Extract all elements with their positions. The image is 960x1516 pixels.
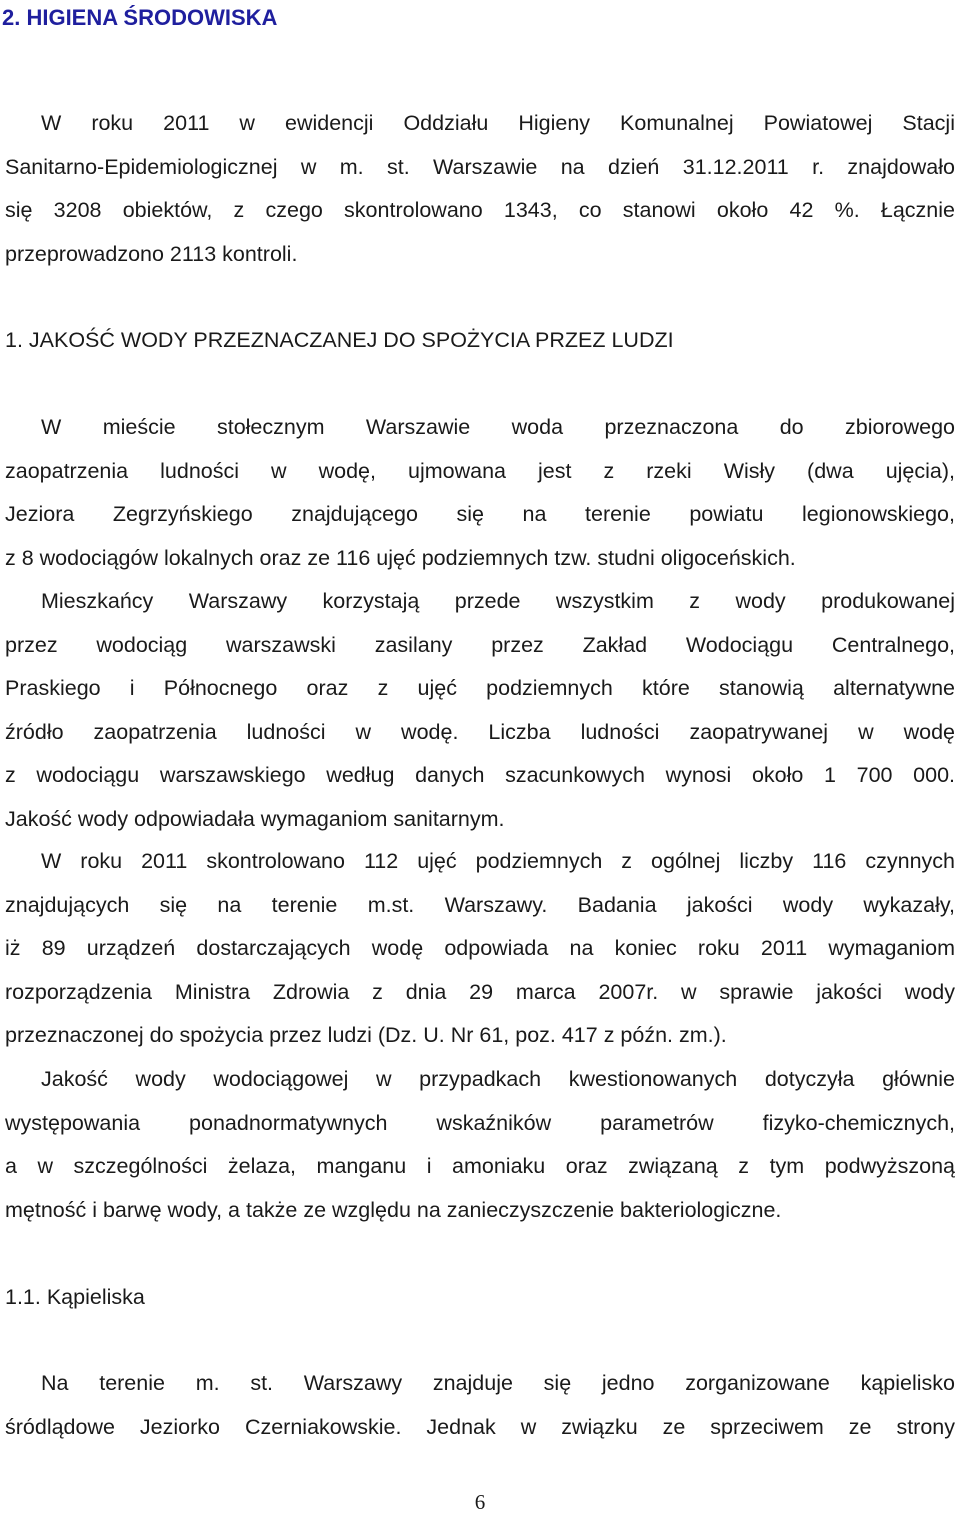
paragraph-line: a w szczególności żelaza, manganu i amoniaku oraz związaną z tym podwyższoną bbox=[5, 1154, 955, 1178]
paragraph-line: Sanitarno-Epidemiologicznej w m. st. Warszawie na dzień 31.12.2011 r. znajdowało bbox=[5, 154, 955, 179]
water-sources-paragraph bbox=[5, 406, 955, 580]
paragraph-line: przeprowadzono 2113 kontroli. bbox=[5, 241, 298, 266]
paragraph-line: znajdujących się na terenie m.st. Warszawy. Badania jakości wody wykazały, bbox=[5, 892, 955, 917]
paragraph-line: Na terenie m. st. Warszawy znajduje się jedno zorganizowane kąpielisko bbox=[41, 1371, 955, 1395]
paragraph-line: Mieszkańcy Warszawy korzystają przede wszystkim z wody produkowanej bbox=[41, 589, 955, 613]
paragraph-line: zaopatrzenia ludności w wodę, ujmowana jest z rzeki Wisły (dwa ujęcia), bbox=[5, 458, 955, 483]
bathing-paragraph bbox=[5, 1362, 955, 1449]
paragraph-line: występowania ponadnormatywnych wskaźników parametrów fizyko-chemicznych, bbox=[5, 1110, 955, 1135]
paragraph-line: śródlądowe Jeziorko Czerniakowskie. Jednak w związku ze sprzeciwem ze strony bbox=[5, 1414, 955, 1439]
paragraph-line: źródło zaopatrzenia ludności w wodę. Liczba ludności zaopatrywanej w wodę bbox=[5, 719, 955, 744]
paragraph-line: W roku 2011 skontrolowano 112 ujęć podziemnych z ogólnej liczby 116 czynnych bbox=[41, 849, 955, 873]
paragraph-line: iż 89 urządzeń dostarczających wodę odpowiada na koniec roku 2011 wymaganiom bbox=[5, 936, 955, 960]
paragraph-line: W roku 2011 w ewidencji Oddziału Higieny Komunalnej Powiatowej Stacji bbox=[41, 111, 955, 135]
paragraph-line: rozporządzenia Ministra Zdrowia z dnia 29 marca 2007r. w sprawie jakości wody bbox=[5, 979, 955, 1004]
paragraph-line: się 3208 obiektów, z czego skontrolowano 1343, co stanowi około 42 %. Łącznie bbox=[5, 198, 955, 222]
subsection-title: 1. JAKOŚĆ WODY PRZEZNACZANEJ DO SPOŻYCIA PRZEZ LUDZI bbox=[5, 328, 674, 352]
paragraph-line: z 8 wodociągów lokalnych oraz ze 116 ujęć podziemnych tzw. studni oligoceńskich. bbox=[5, 545, 796, 570]
paragraph-line: przeznaczonej do spożycia przez ludzi (Dz. U. Nr 61, poz. 417 z późn. zm.). bbox=[5, 1023, 727, 1047]
page-number: 6 bbox=[474, 1490, 486, 1514]
section-heading: 2. HIGIENA ŚRODOWISKA bbox=[2, 5, 278, 30]
subsection-title: 1.1. Kąpieliska bbox=[5, 1285, 145, 1309]
residents-water-paragraph bbox=[5, 580, 955, 841]
paragraph-line: Jakość wody wodociągowej w przypadkach kwestionowanych dotyczyła głównie bbox=[41, 1067, 955, 1091]
water-quality-paragraph bbox=[5, 1058, 955, 1232]
paragraph-line: W mieście stołecznym Warszawie woda przeznaczona do zbiorowego bbox=[41, 415, 955, 439]
paragraph-line: Jeziora Zegrzyńskiego znajdującego się na terenie powiatu legionowskiego, bbox=[5, 502, 955, 526]
paragraph-line: Jakość wody odpowiadała wymaganiom sanitarnym. bbox=[5, 806, 505, 831]
paragraph-line: przez wodociąg warszawski zasilany przez Zakład Wodociągu Centralnego, bbox=[5, 632, 955, 657]
paragraph-line: Praskiego i Północnego oraz z ujęć podziemnych które stanowią alternatywne bbox=[5, 676, 955, 700]
inspections-paragraph bbox=[5, 840, 955, 1058]
paragraph-line: mętność i barwę wody, a także ze względu na zanieczyszczenie bakteriologiczne. bbox=[5, 1197, 782, 1222]
paragraph-line: z wodociągu warszawskiego według danych szacunkowych wynosi około 1 700 000. bbox=[5, 763, 955, 787]
intro-paragraph bbox=[5, 102, 955, 276]
